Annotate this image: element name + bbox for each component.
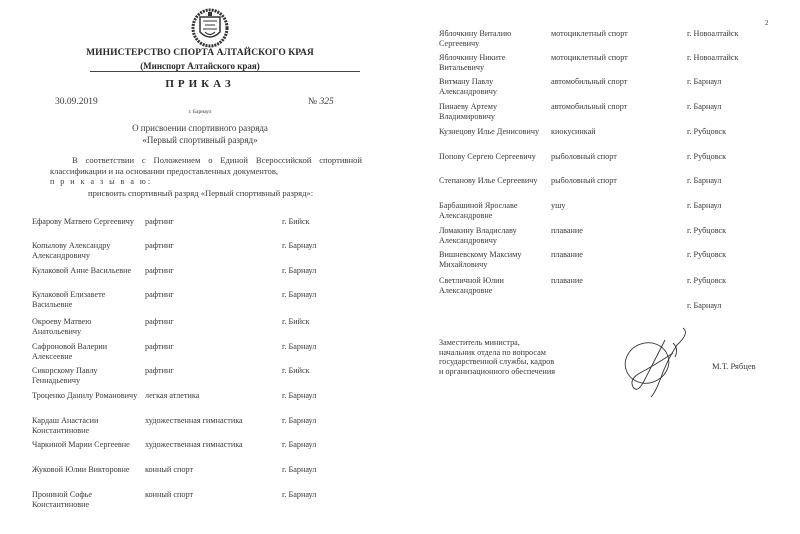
city: г. Новоалтайск bbox=[687, 29, 739, 38]
list-item bbox=[0, 440, 400, 464]
list-item bbox=[0, 490, 400, 514]
list-item bbox=[0, 416, 400, 440]
list-item bbox=[400, 201, 800, 225]
sport: плавание bbox=[551, 250, 583, 259]
sport: конный спорт bbox=[145, 465, 194, 474]
city: г. Барнаул bbox=[687, 201, 722, 210]
list-item bbox=[0, 290, 400, 314]
list-item bbox=[400, 176, 800, 200]
list-item bbox=[0, 465, 400, 489]
athlete-name: Витману Павлу Александровичу bbox=[439, 77, 497, 96]
signer-name: М.Т. Рябцев bbox=[712, 361, 756, 371]
list-item bbox=[0, 241, 400, 265]
list-item bbox=[0, 342, 400, 366]
city: г. Барнаул bbox=[282, 290, 317, 299]
preamble-text: В соответствии с Положением о Единой Всероссийской спортивной классификации и на основании предоставленных документов, bbox=[50, 155, 362, 176]
sport: плавание bbox=[551, 226, 583, 235]
athlete-name: Ломакину Владиславу Александровичу bbox=[439, 226, 517, 245]
order-number-value: 325 bbox=[319, 97, 334, 107]
list-item bbox=[400, 226, 800, 250]
city: г. Рубцовск bbox=[687, 276, 727, 285]
list-item bbox=[400, 53, 800, 77]
athlete-name: Прониной Софье Константиновне bbox=[32, 490, 92, 509]
order-title: ПРИКАЗ bbox=[165, 78, 235, 90]
city: г. Барнаул bbox=[282, 465, 317, 474]
list-item bbox=[400, 77, 800, 101]
athlete-name: Троценко Данилу Романовичу bbox=[32, 391, 138, 400]
sport: рафтинг bbox=[145, 366, 174, 375]
sport: рафтинг bbox=[145, 290, 174, 299]
city: г. Бийск bbox=[282, 366, 310, 375]
athlete-name: Кузнецову Илье Денисовичу bbox=[439, 127, 540, 136]
athlete-name: Степанову Илье Сергеевичу bbox=[439, 176, 538, 185]
athlete-name: Кулаковой Елизавете Васильевне bbox=[32, 290, 106, 309]
list-item bbox=[400, 152, 800, 176]
city: г. Барнаул bbox=[282, 416, 317, 425]
city: г. Бийск bbox=[282, 317, 310, 326]
list-item bbox=[0, 266, 400, 290]
city: г. Барнаул bbox=[687, 176, 722, 185]
assign-text: присвоить спортивный разряд «Первый спортивный разряд»: bbox=[88, 188, 314, 198]
city: г. Рубцовск bbox=[687, 250, 727, 259]
list-item bbox=[0, 366, 400, 390]
sport: рафтинг bbox=[145, 317, 174, 326]
order-number-prefix: № bbox=[308, 97, 318, 107]
athlete-name: Кардаш Анастасии Константиновне bbox=[32, 416, 99, 435]
sport: рафтинг bbox=[145, 217, 174, 226]
list-item bbox=[400, 250, 800, 274]
athlete-name: Яблочкину Никите Витальевичу bbox=[439, 53, 506, 72]
athlete-name: Ефарову Матвею Сергеевичу bbox=[32, 217, 135, 226]
order-number bbox=[308, 97, 334, 107]
athlete-name: Вишневскому Максиму Михайловичу bbox=[439, 250, 522, 269]
sport: автомобильный спорт bbox=[551, 77, 628, 86]
athlete-name: Копылову Александру Александровичу bbox=[32, 241, 111, 260]
order-subject bbox=[0, 122, 400, 146]
sport: киокусинкай bbox=[551, 127, 596, 136]
order-date: 30.09.2019 bbox=[55, 97, 98, 107]
signatory-title-line: Заместитель министра, bbox=[439, 338, 520, 347]
sport: рыболовный спорт bbox=[551, 176, 617, 185]
sport: плавание bbox=[551, 276, 583, 285]
city: г. Барнаул bbox=[282, 241, 317, 250]
order-preamble bbox=[50, 155, 362, 177]
athlete-name: Яблочкину Виталию Сергеевичу bbox=[439, 29, 512, 48]
ministry-name: МИНИСТЕРСТВО СПОРТА АЛТАЙСКОГО КРАЯ bbox=[86, 48, 314, 58]
list-item bbox=[0, 217, 400, 241]
sport: ушу bbox=[551, 201, 566, 210]
sport: рафтинг bbox=[145, 342, 174, 351]
list-item bbox=[400, 276, 800, 300]
city: г. Барнаул bbox=[687, 102, 722, 111]
city: г. Барнаул bbox=[282, 342, 317, 351]
orders-word: п р и к а з ы в а ю: bbox=[50, 177, 153, 186]
sport: художественная гимнастика bbox=[145, 416, 243, 425]
signatory-title-line: государственной службы, кадров bbox=[439, 357, 555, 366]
header-divider bbox=[90, 71, 360, 72]
athlete-name: Чаркиной Марии Сергеевне bbox=[32, 440, 130, 449]
list-item bbox=[0, 391, 400, 415]
page-number: 2 bbox=[765, 19, 769, 27]
city: г. Рубцовск bbox=[687, 226, 727, 235]
city: г. Барнаул bbox=[282, 440, 317, 449]
list-item bbox=[400, 127, 800, 151]
athlete-name: Пинаеву Артему Владимировичу bbox=[439, 102, 498, 121]
signatory-title-line: начальник отдела по вопросам bbox=[439, 347, 546, 357]
sport: рафтинг bbox=[145, 241, 174, 250]
order-city: г. Барнаул bbox=[188, 109, 212, 115]
handwritten-signature-icon bbox=[615, 325, 695, 400]
subject-line-1: О присвоении спортивного разряда bbox=[132, 123, 268, 133]
sport: легкая атлетика bbox=[145, 391, 200, 400]
athlete-name: Жуковой Юлии Викторовне bbox=[32, 465, 130, 474]
sport: рафтинг bbox=[145, 266, 174, 275]
athlete-name: Кулаковой Анне Васильевне bbox=[32, 266, 132, 275]
signatory-title bbox=[439, 338, 555, 376]
city: г. Рубцовск bbox=[687, 127, 727, 136]
coat-of-arms-icon bbox=[191, 8, 229, 48]
city: г. Барнаул bbox=[282, 266, 317, 275]
sport: художественная гимнастика bbox=[145, 440, 243, 449]
ministry-short-name: (Минспорт Алтайского края) bbox=[140, 61, 260, 71]
athlete-name: Окроеву Матвею Анатольевичу bbox=[32, 317, 92, 336]
city: г. Рубцовск bbox=[687, 152, 727, 161]
city: г. Барнаул bbox=[282, 490, 317, 499]
list-item bbox=[400, 29, 800, 53]
athlete-name: Попову Сергею Сергеевичу bbox=[439, 152, 536, 161]
sport: конный спорт bbox=[145, 490, 194, 499]
athlete-name: Сикорскому Павлу Геннадьевичу bbox=[32, 366, 98, 385]
subject-line-2: «Первый спортивный разряд» bbox=[142, 135, 258, 145]
sport: автомобильный спорт bbox=[551, 102, 628, 111]
page-2 bbox=[400, 0, 800, 534]
list-item bbox=[0, 317, 400, 341]
athlete-name: Барбашиной Ярославе Александровне bbox=[439, 201, 518, 220]
athlete-name: Сафроновой Валерии Алексеевне bbox=[32, 342, 108, 361]
city: г. Барнаул bbox=[687, 77, 722, 86]
sport: рыболовный спорт bbox=[551, 152, 617, 161]
list-item bbox=[400, 102, 800, 126]
city: г. Новоалтайск bbox=[687, 53, 739, 62]
athlete-name: Светличной Юлии Александровне bbox=[439, 276, 504, 295]
extra-city: г. Барнаул bbox=[687, 301, 722, 310]
city: г. Барнаул bbox=[282, 391, 317, 400]
city: г. Бийск bbox=[282, 217, 310, 226]
sport: мотоциклетный спорт bbox=[551, 29, 628, 38]
sport: мотоциклетный спорт bbox=[551, 53, 628, 62]
signatory-title-line: и организационного обеспечения bbox=[439, 366, 555, 376]
